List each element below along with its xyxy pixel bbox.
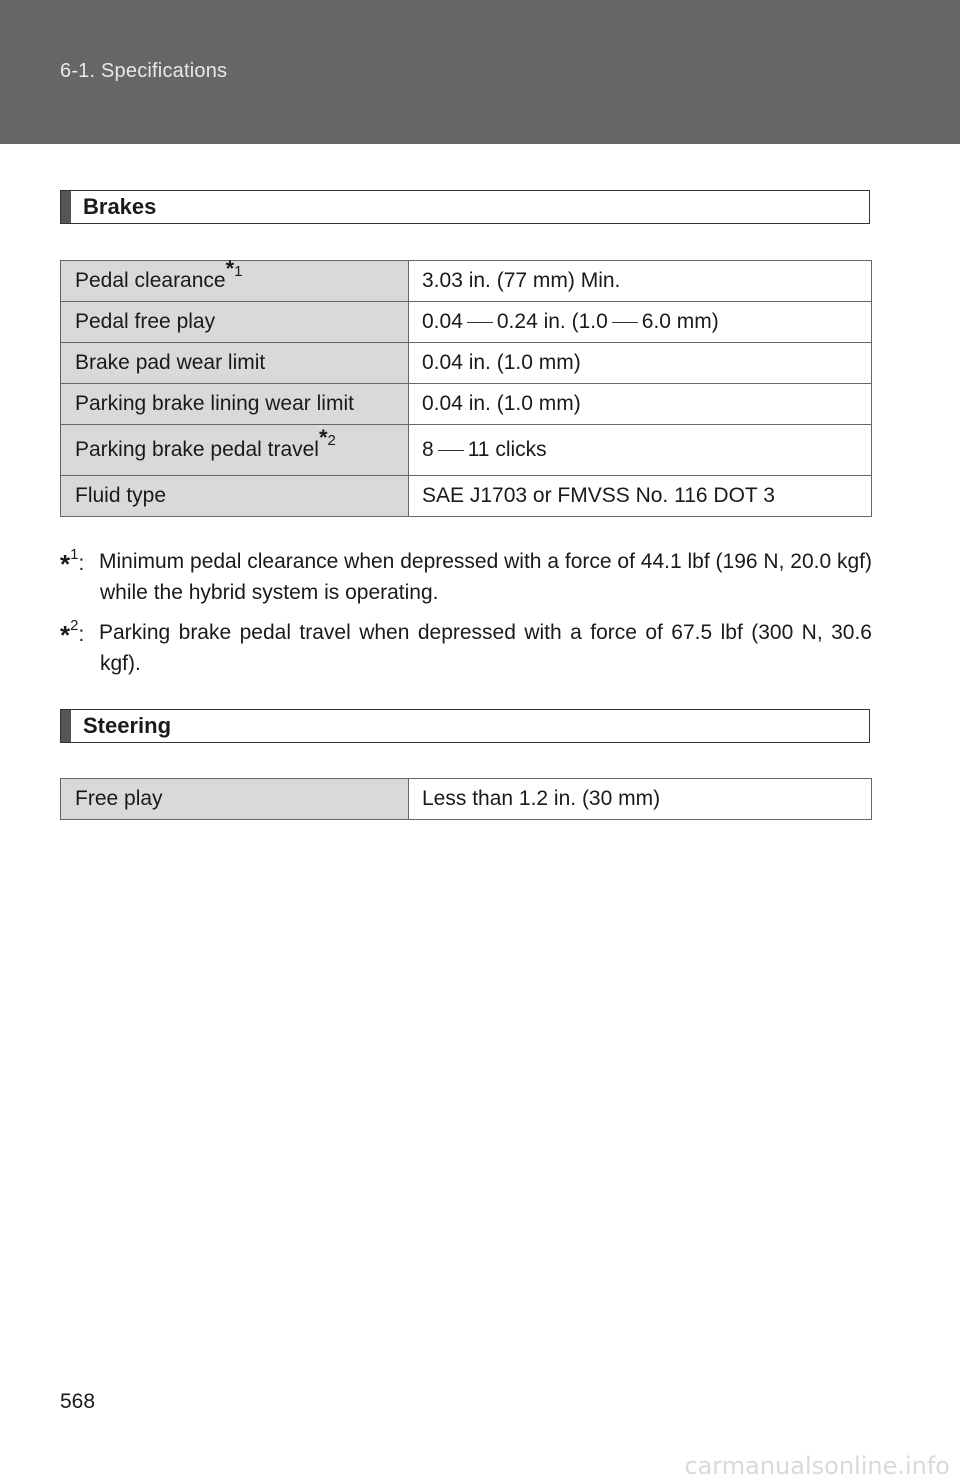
steering-title: Steering <box>83 713 172 738</box>
row-label: Brake pad wear limit <box>61 343 409 384</box>
footnote-1 <box>60 546 872 608</box>
header-band <box>0 0 960 144</box>
row-label: Pedal clearance$^{*1}$ <box>61 261 409 302</box>
row-value: 0.04 in. (1.0 mm) <box>409 384 872 425</box>
table-row <box>61 384 872 425</box>
table-row <box>61 476 872 517</box>
heading-bar <box>61 191 71 223</box>
range-dash <box>438 450 464 451</box>
page-number: 568 <box>60 1390 96 1413</box>
table-row <box>61 425 872 476</box>
row-label: Parking brake pedal travel$^{*2}$ <box>61 425 409 476</box>
brakes-heading <box>60 190 870 224</box>
brakes-title: Brakes <box>83 194 157 219</box>
table-row <box>61 302 872 343</box>
row-value: 0.04 in. (1.0 mm) <box>409 343 872 384</box>
steering-table <box>60 778 872 820</box>
row-value: 0.04 0.24 in. (1.0 6.0 mm) <box>409 302 872 343</box>
range-dash <box>612 322 638 323</box>
brakes-table <box>60 256 872 517</box>
row-label: Fluid type <box>61 476 409 517</box>
row-value: SAE J1703 or FMVSS No. 116 DOT 3 <box>409 476 872 517</box>
steering-heading <box>60 709 870 743</box>
range-dash <box>467 322 493 323</box>
row-value: 8 11 clicks <box>409 425 872 476</box>
footnote-mark: *$^2$: <box>60 617 85 650</box>
row-label: Free play <box>61 779 409 820</box>
footnote-mark: *$^1$: <box>60 546 85 579</box>
section-breadcrumb: 6-1. Specifications <box>60 60 228 82</box>
table-row <box>61 779 872 820</box>
row-value: Less than 1.2 in. (30 mm) <box>409 779 872 820</box>
footnote-text: Parking brake pedal travel when depressed with a force of 67.5 lbf (300 N, 30.6 kgf). <box>99 621 872 675</box>
heading-bar <box>61 710 71 742</box>
table-row <box>61 261 872 302</box>
watermark: carmanualsonline.info <box>684 1452 950 1480</box>
footnote-2 <box>60 617 872 679</box>
table-row <box>61 343 872 384</box>
footnote-ref: *2 <box>318 425 336 450</box>
row-value: 3.03 in. (77 mm) Min. <box>409 261 872 302</box>
footnote-ref: *1 <box>225 256 243 281</box>
footnote-text: Minimum pedal clearance when depressed with a force of 44.1 lbf (196 N, 20.0 kgf) while the hybrid system is operating. <box>99 550 872 604</box>
row-label: Parking brake lining wear limit <box>61 384 409 425</box>
row-label: Pedal free play <box>61 302 409 343</box>
